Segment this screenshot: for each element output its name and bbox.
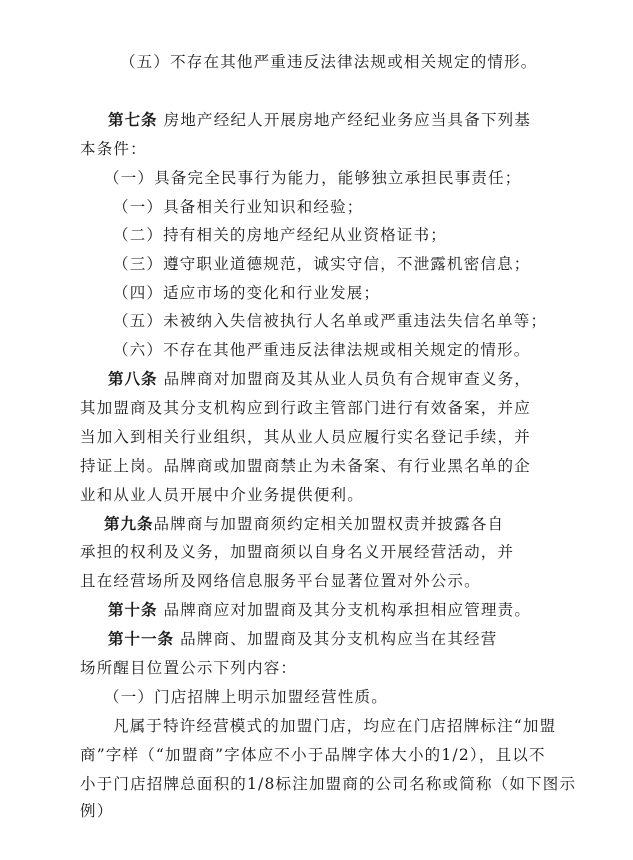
text-line: 凡属于特许经营模式的加盟门店，均应在门店招牌标注“加盟 [113,717,557,735]
text-line: 当加入到相关行业组织，其从业人员应履行实名登记手续，并 [80,428,531,446]
text-line: 第十一条 品牌商、加盟商及其分支机构应当在其经营 [108,630,498,648]
text-line: （三）遵守职业道德规范，诚实守信，不泄露机密信息； [113,255,531,273]
text-line: 其加盟商及其分支机构应到行政主管部门进行有效备案，并应 [80,399,531,417]
article-heading: 第九条 [104,515,154,533]
text-line: 第十条 品牌商应对加盟商及其分支机构承担相应管理责。 [108,601,532,619]
text-line: （五）不存在其他严重违反法律法规或相关规定的情形。 [120,53,538,71]
text-line: 例） [80,802,114,820]
article-heading: 第八条 [108,370,158,388]
text-line: 且在经营场所及网络信息服务平台显著位置对外公示。 [80,572,481,590]
text-line: 本条件： [80,140,147,158]
text-line: 第七条 房地产经纪人开展房地产经纪业务应当具备下列基 [108,111,532,129]
text-line: 第九条品牌商与加盟商须约定相关加盟权责并披露各自 [104,515,505,533]
text-line: 小于门店招牌总面积的1/8标注加盟商的公司名称或简称（如下图示 [80,775,577,793]
article-heading: 第十条 [108,601,158,619]
text-line: 场所醒目位置公示下列内容： [80,659,298,677]
text-line: 持证上岗。品牌商或加盟商禁止为未备案、有行业黑名单的企 [80,457,531,475]
text-line: （四）适应市场的变化和行业发展； [113,284,381,302]
text-line: 业和从业人员开展中介业务提供便利。 [80,486,364,504]
text-line: （一）具备相关行业知识和经验； [113,198,364,216]
article-heading: 第十一条 [108,630,175,648]
text-line: （六）不存在其他严重违反法律法规或相关规定的情形。 [113,341,531,359]
text-line: 第八条 品牌商对加盟商及其从业人员负有合规审查义务， [108,370,532,388]
text-line: 商”字样（“加盟商”字体应不小于品牌字体大小的1/2），且以不 [80,746,546,764]
text-line: （一）具备完全民事行为能力，能够独立承担民事责任； [104,169,522,187]
text-line: （五）未被纳入失信被执行人名单或严重违法失信名单等； [113,312,548,330]
text-line: （二）持有相关的房地产经纪从业资格证书； [113,226,448,244]
article-heading: 第七条 [108,111,158,129]
text-line: 承担的权利及义务，加盟商须以自身名义开展经营活动，并 [80,543,515,561]
text-line: （一）门店招牌上明示加盟经营性质。 [104,688,388,706]
